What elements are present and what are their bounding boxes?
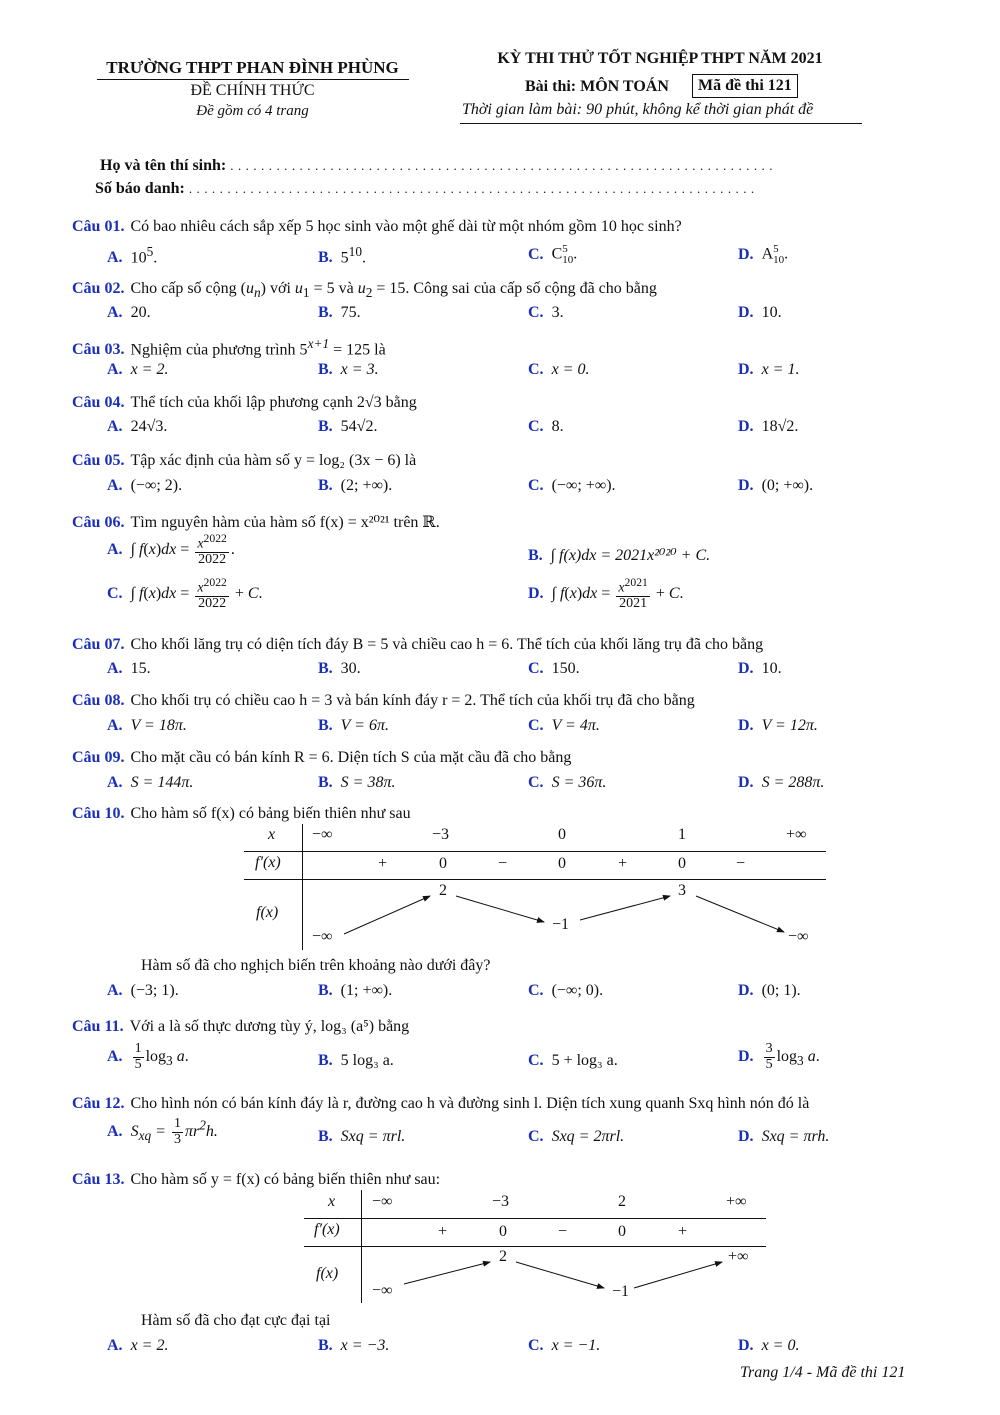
exam-title: KỲ THI THỬ TỐT NGHIỆP THPT NĂM 2021 (497, 50, 823, 67)
candidate-id-dots: . . . . . . . . . . . . . . . . . . . . . . . . . . . . . . . . . . . . . . . . . . . . . . . . . . . . . . . . . . . . . . . . . . . . . . . . . . (188, 181, 755, 196)
q10-option-d[interactable]: D. (0; 1). (738, 982, 801, 999)
q11-option-b[interactable]: B. 5 log₃ a. (318, 1052, 394, 1069)
q08-option-a[interactable]: A. V = 18π. (107, 717, 187, 734)
question-number: Câu 13. (72, 1171, 125, 1188)
x-value: 2 (618, 1193, 626, 1210)
q07-option-d[interactable]: D. 10. (738, 660, 782, 677)
q05-option-d[interactable]: D. (0; +∞). (738, 477, 814, 494)
q13-option-a[interactable]: A. x = 2. (107, 1337, 169, 1354)
q06-option-b[interactable]: B. ∫ f(x)dx = 2021x²⁰²⁰ + C. (528, 547, 711, 564)
x-value: −3 (492, 1193, 510, 1210)
row-label-x: x (268, 826, 276, 843)
q10-question: Hàm số đã cho nghịch biến trên khoảng nào dưới đây? (141, 957, 491, 974)
q02-option-a[interactable]: A. 20. (107, 304, 151, 321)
q01-option-c[interactable]: C. C 5 10 . (528, 243, 578, 266)
candidate-name-row (100, 157, 773, 175)
q12-option-c[interactable]: C. Sxq = 2πrl. (528, 1128, 625, 1145)
f-value: −1 (612, 1283, 630, 1300)
x-value: +∞ (726, 1193, 747, 1210)
q10-option-a[interactable]: A. (−3; 1). (107, 982, 179, 999)
q03-option-c[interactable]: C. x = 0. (528, 361, 590, 378)
variation-arrows (244, 824, 826, 952)
row-label-x: x (328, 1193, 336, 1210)
q08-option-b[interactable]: B. V = 6π. (318, 717, 389, 734)
q07-option-c[interactable]: C. 150. (528, 660, 580, 677)
sign: + (678, 1223, 688, 1240)
sign: 0 (558, 855, 566, 872)
question-10: Câu 10. Cho hàm số f(x) có bảng biến thiên như sau (72, 805, 411, 822)
q13-option-c[interactable]: C. x = −1. (528, 1337, 601, 1354)
question-number: Câu 03. (72, 341, 125, 359)
q10-option-c[interactable]: C. (−∞; 0). (528, 982, 604, 999)
x-value: −3 (432, 826, 450, 843)
q09-option-d[interactable]: D. S = 288π. (738, 774, 825, 791)
q05-option-c[interactable]: C. (−∞; +∞). (528, 477, 616, 494)
f-value: −1 (552, 916, 570, 933)
school-underline (97, 79, 409, 80)
variation-table-10 (244, 824, 826, 952)
time-note: Thời gian làm bài: 90 phút, không kể thời gian phát đề (462, 101, 814, 118)
sign: + (378, 855, 388, 872)
question-number: Câu 10. (72, 805, 125, 822)
q02-option-b[interactable]: B. 75. (318, 304, 361, 321)
q11-option-d[interactable]: D. $\frac{3}{5}$ $\log_3 a$. (738, 1041, 820, 1072)
candidate-id-label: Số báo danh: (95, 180, 185, 197)
q04-option-a[interactable]: A. 24√3. (107, 418, 168, 435)
q01-option-b[interactable]: B. $5^{10}$. (318, 244, 366, 267)
q01-option-d[interactable]: D. A 5 10 . (738, 243, 789, 266)
question-number: Câu 06. (72, 514, 125, 531)
question-number: Câu 02. (72, 280, 125, 297)
pages-note: Đề gồm có 4 trang (196, 103, 309, 119)
question-number: Câu 01. (72, 218, 125, 235)
q06-option-c[interactable]: C. ∫ f(x)dx = $\frac{x^{2022}}{2022}$ + C. (107, 576, 263, 612)
q02-option-c[interactable]: C. 3. (528, 304, 564, 321)
question-text: Có bao nhiêu cách sắp xếp 5 học sinh vào một ghế dài từ một nhóm gồm 10 học sinh? (130, 218, 682, 235)
question-09: Câu 09. Cho mặt cầu có bán kính R = 6. Diện tích S của mặt cầu đã cho bằng (72, 749, 572, 766)
question-05: Câu 05. Tập xác định của hàm số y = log₂ (3x − 6) là (72, 452, 417, 469)
q05-option-b[interactable]: B. (2; +∞). (318, 477, 393, 494)
q07-option-b[interactable]: B. 30. (318, 660, 361, 677)
sign: 0 (678, 855, 686, 872)
official-label: ĐỀ CHÍNH THỨC (190, 82, 315, 99)
q09-option-a[interactable]: A. S = 144π. (107, 774, 194, 791)
q10-option-b[interactable]: B. (1; +∞). (318, 982, 393, 999)
q12-option-a[interactable]: A. $S_{xq}$ = $\frac{1}{3}$ $\pi r^2h$. (107, 1116, 218, 1147)
time-underline (460, 123, 862, 124)
q01-option-a[interactable]: A. $10^5$. (107, 244, 158, 267)
question-01 (72, 218, 682, 236)
question-number: Câu 04. (72, 394, 125, 411)
q12-option-d[interactable]: D. Sxq = πrh. (738, 1128, 830, 1145)
f-value: 2 (439, 882, 447, 899)
question-07: Câu 07. Cho khối lăng trụ có diện tích đáy B = 5 và chiều cao h = 6. Thể tích của khối lăng trụ đã cho bằng (72, 636, 764, 653)
variation-arrows (304, 1190, 766, 1305)
sign: − (498, 855, 508, 872)
q09-option-b[interactable]: B. S = 38π. (318, 774, 396, 791)
f-value: −∞ (372, 1282, 393, 1299)
question-number: Câu 07. (72, 636, 125, 653)
subject-label: Bài thi: MÔN TOÁN (525, 78, 669, 95)
x-value: 1 (678, 826, 686, 843)
sign: 0 (499, 1223, 507, 1240)
q08-option-d[interactable]: D. V = 12π. (738, 717, 818, 734)
q11-option-a[interactable]: A. $\frac{1}{5}$ $\log_3 a$. (107, 1041, 189, 1072)
q07-option-a[interactable]: A. 15. (107, 660, 151, 677)
q04-option-c[interactable]: C. 8. (528, 418, 564, 435)
candidate-name-dots: . . . . . . . . . . . . . . . . . . . . . . . . . . . . . . . . . . . . . . . . . . . . . . . . . . . . . . . . . . . . . . . . . . . . . . . (230, 158, 774, 173)
q03-option-a[interactable]: A. x = 2. (107, 361, 169, 378)
sign: + (438, 1223, 448, 1240)
exam-code-box: Mã đề thi 121 (692, 74, 798, 98)
row-label-f: f(x) (256, 904, 279, 921)
x-value: +∞ (786, 826, 807, 843)
school-name: TRƯỜNG THPT PHAN ĐÌNH PHÙNG (106, 58, 399, 77)
question-number: Câu 08. (72, 692, 125, 709)
q12-option-b[interactable]: B. Sxq = πrl. (318, 1128, 406, 1145)
f-value: 2 (499, 1248, 507, 1265)
x-value: 0 (558, 826, 566, 843)
q13-option-d[interactable]: D. x = 0. (738, 1337, 800, 1354)
sign: − (558, 1223, 568, 1240)
question-12: Câu 12. Cho hình nón có bán kính đáy là r, đường cao h và đường sinh l. Diện tích xung quanh Sxq hình nón đó là (72, 1095, 810, 1112)
row-label-fprime: f′(x) (314, 1221, 340, 1238)
sign: + (618, 855, 628, 872)
q04-option-d[interactable]: D. 18√2. (738, 418, 799, 435)
candidate-id-row (95, 180, 755, 198)
question-number: Câu 11. (72, 1018, 124, 1035)
f-value: 3 (678, 882, 686, 899)
q03-option-b[interactable]: B. x = 3. (318, 361, 379, 378)
sign: 0 (439, 855, 447, 872)
row-label-fprime: f′(x) (255, 854, 281, 871)
question-06: Câu 06. Tìm nguyên hàm của hàm số f(x) = x²⁰²¹ trên ℝ. (72, 514, 440, 531)
q09-option-c[interactable]: C. S = 36π. (528, 774, 607, 791)
q05-option-a[interactable]: A. (−∞; 2). (107, 477, 183, 494)
x-value: −∞ (312, 826, 333, 843)
page-footer: Trang 1/4 - Mã đề thi 121 (740, 1364, 906, 1381)
sign: − (736, 855, 746, 872)
variation-table-13 (304, 1190, 766, 1305)
question-number: Câu 09. (72, 749, 125, 766)
question-04: Câu 04. Thể tích của khối lập phương cạnh 2√3 bằng (72, 394, 417, 411)
x-value: −∞ (372, 1193, 393, 1210)
question-13: Câu 13. Cho hàm số y = f(x) có bảng biến thiên như sau: (72, 1171, 441, 1188)
q13-option-b[interactable]: B. x = −3. (318, 1337, 390, 1354)
f-value: −∞ (788, 928, 809, 945)
q06-option-d[interactable]: D. ∫ f(x)dx = $\frac{x^{2021}}{2021}$ + C. (528, 576, 684, 612)
question-number: Câu 05. (72, 452, 125, 469)
row-label-f: f(x) (316, 1265, 339, 1282)
candidate-name-label: Họ và tên thí sinh: (100, 157, 227, 174)
q11-option-c[interactable]: C. 5 + log₃ a. (528, 1052, 618, 1069)
q06-option-a[interactable]: A. ∫ f(x)dx = $\frac{x^{2022}}{2022}$ . (107, 532, 235, 568)
q04-option-b[interactable]: B. 54√2. (318, 418, 378, 435)
q03-option-d[interactable]: D. x = 1. (738, 361, 800, 378)
question-03: Câu 03. Nghiệm của phương trình $5^{x+1} = 125$ là (72, 336, 386, 359)
f-value: +∞ (728, 1248, 749, 1265)
q13-question: Hàm số đã cho đạt cực đại tại (141, 1312, 331, 1329)
q08-option-c[interactable]: C. V = 4π. (528, 717, 600, 734)
question-11: Câu 11. Với a là số thực dương tùy ý, log₃ (a⁵) bằng (72, 1018, 410, 1035)
question-number: Câu 12. (72, 1095, 125, 1112)
question-08: Câu 08. Cho khối trụ có chiều cao h = 3 và bán kính đáy r = 2. Thể tích của khối trụ đã cho bằng (72, 692, 695, 709)
f-value: −∞ (312, 928, 333, 945)
question-02: Câu 02. Cho cấp số cộng $(u_n)$ với $u_1 = 5$ và $u_2 = 15$. Công sai của cấp số cộng đã cho bằng (72, 280, 657, 301)
sign: 0 (618, 1223, 626, 1240)
q02-option-d[interactable]: D. 10. (738, 304, 782, 321)
